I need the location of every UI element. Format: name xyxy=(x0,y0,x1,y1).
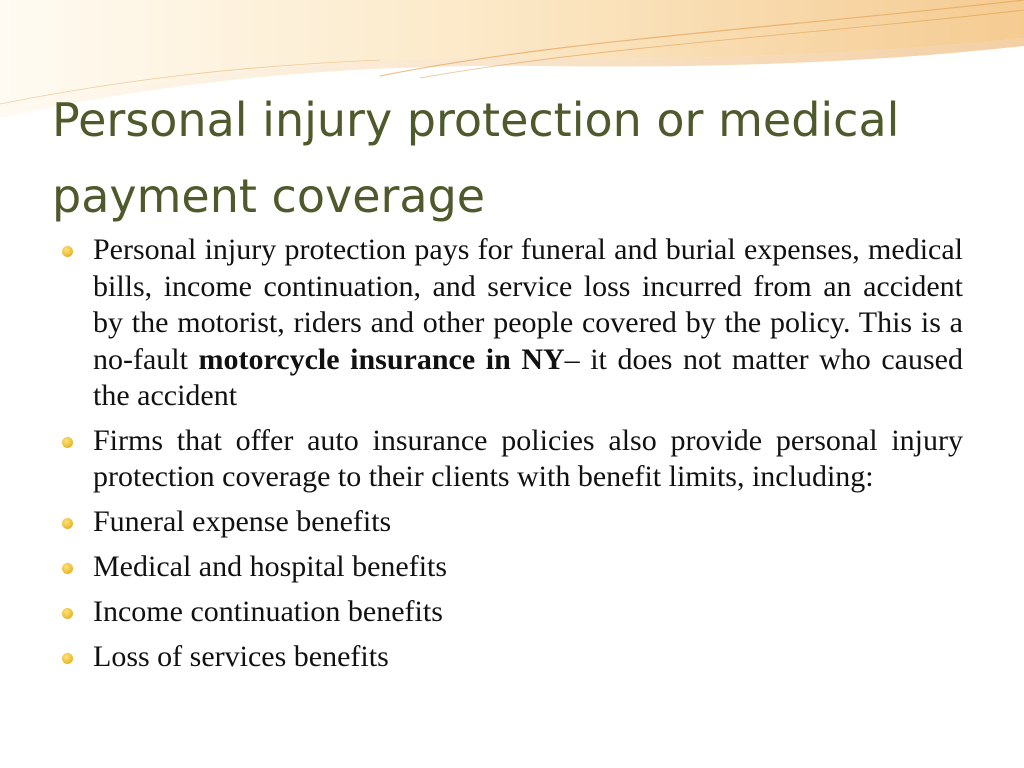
bullet-text xyxy=(93,233,963,412)
bold-keyword: motorcycle insurance in NY xyxy=(198,342,565,376)
bullet-text: Loss of services benefits xyxy=(93,639,389,673)
slide-title: Personal injury protection or medical payment coverage xyxy=(52,93,900,223)
bullet-text-segment: Personal injury protection pays for funeral and burial expenses, medical bills, income continuation, and service loss incurred from an accident by the motorist, riders and other people covered by the policy. This is a no-fault xyxy=(93,233,963,376)
gold-circle-bullet-icon xyxy=(62,437,73,448)
bullet-text: Funeral expense benefits xyxy=(93,504,392,538)
gold-circle-bullet-icon xyxy=(62,246,73,257)
gold-circle-bullet-icon xyxy=(62,653,73,664)
gold-circle-bullet-icon xyxy=(62,608,73,619)
bullet-text: Firms that offer auto insurance policies also provide personal injury protection coverage to their clients with benefit limits, including: xyxy=(93,423,963,493)
bullet-text: Income continuation benefits xyxy=(93,594,443,628)
bullet-text: Medical and hospital benefits xyxy=(93,549,448,583)
bullet-item-funeral xyxy=(62,504,963,541)
bullet-text-segment: – it does not matter who caused the accident xyxy=(93,342,963,412)
gold-circle-bullet-icon xyxy=(62,518,73,529)
bullet-item-loss-of-services xyxy=(62,639,963,676)
bullet-item-medical xyxy=(62,549,963,586)
bullet-item-firms-offer xyxy=(62,423,963,496)
bullet-item-pip-description xyxy=(62,232,963,415)
gold-circle-bullet-icon xyxy=(62,563,73,574)
bullet-list xyxy=(62,232,963,684)
bullet-item-income xyxy=(62,594,963,631)
